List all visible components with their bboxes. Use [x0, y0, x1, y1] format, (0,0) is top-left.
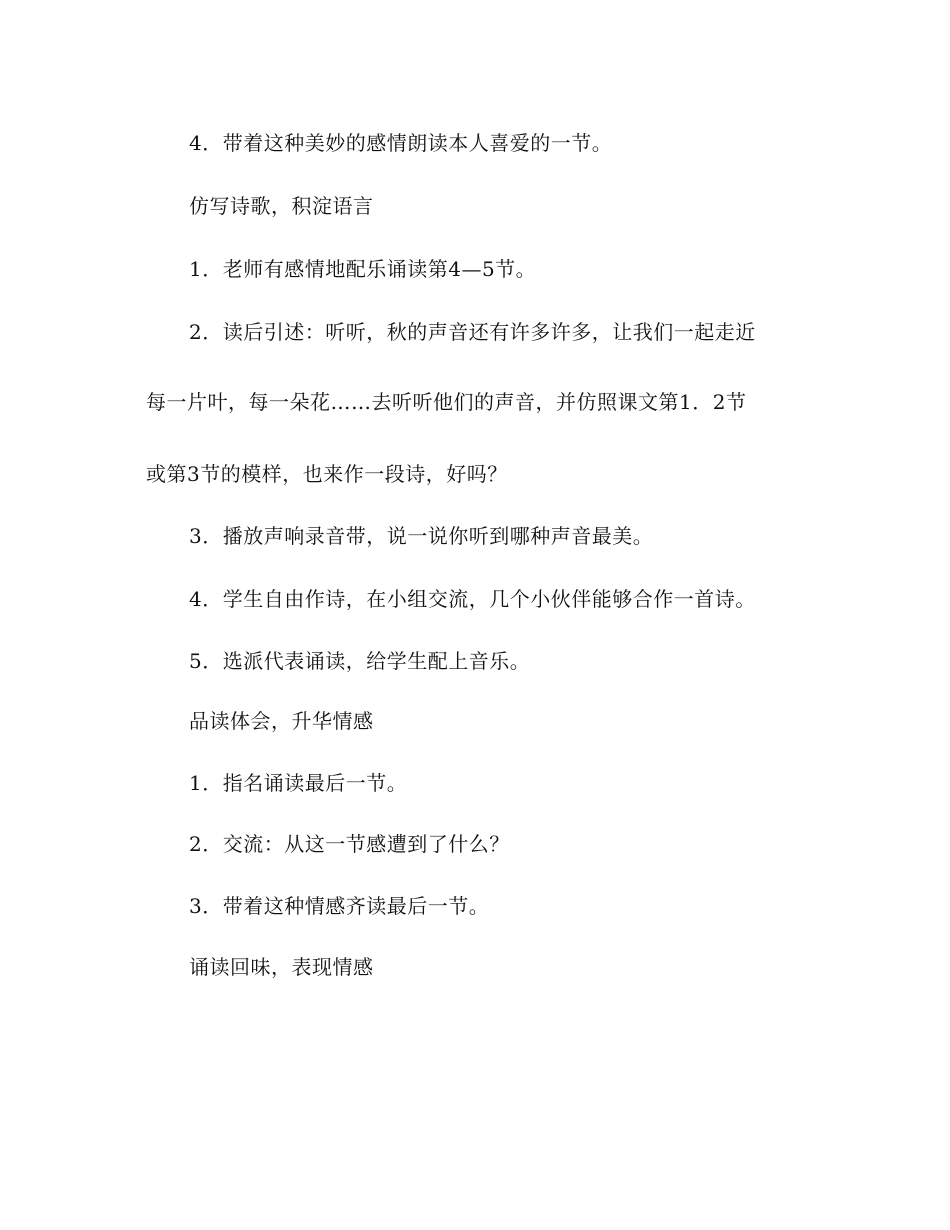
list-item-read-aloud-favorite: 4．带着这种美妙的感情朗读本人喜爱的一节。: [189, 131, 613, 155]
list-item-play-recording: 3．播放声响录音带，说一说你听到哪种声音最美。: [189, 524, 654, 548]
section-heading-imitate-poetry: 仿写诗歌，积淀语言: [189, 194, 374, 218]
list-item-representatives-recite: 5．选派代表诵读，给学生配上音乐。: [189, 649, 531, 673]
list-item-introduction: 2．读后引述：听听，秋的声音还有许多许多，让我们一起走近: [189, 320, 756, 344]
paragraph-continuation-line: 每一片叶，每一朵花……去听听他们的声音，并仿照课文第1．2节: [146, 390, 747, 414]
paragraph-continuation-line: 或第3节的模样，也来作一段诗，好吗？: [146, 462, 508, 486]
list-item-discussion: 2．交流：从这一节感遭到了什么？: [189, 832, 510, 856]
list-item-read-together: 3．带着这种情感齐读最后一节。: [189, 894, 490, 918]
section-heading-recite-reflect: 诵读回味，表现情感: [189, 955, 374, 979]
list-item-teacher-recite: 1．老师有感情地配乐诵读第4—5节。: [189, 257, 537, 281]
list-item-students-write-poems: 4．学生自由作诗，在小组交流，几个小伙伴能够合作一首诗。: [189, 587, 756, 611]
section-heading-appreciation: 品读体会，升华情感: [189, 709, 374, 733]
list-item-recite-last-section: 1．指名诵读最后一节。: [189, 771, 408, 795]
